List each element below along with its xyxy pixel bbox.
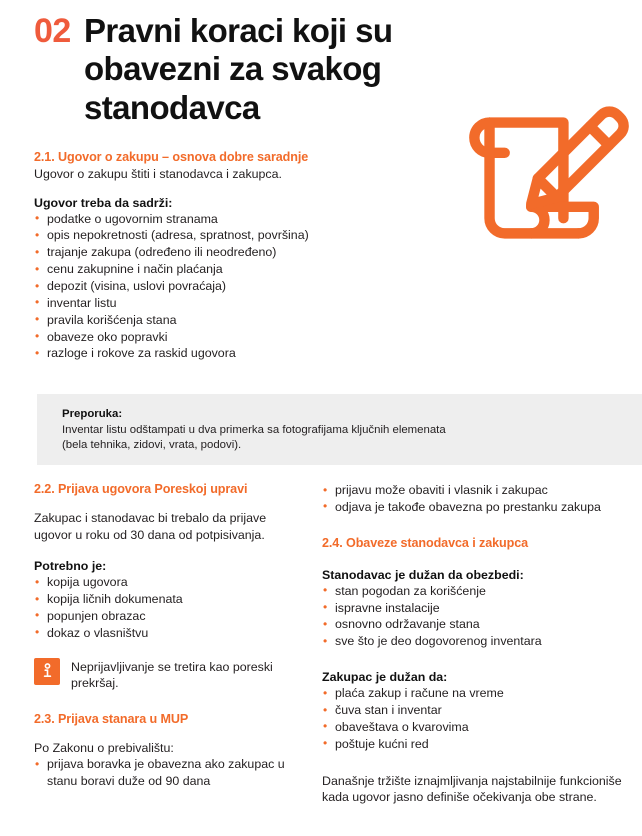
callout-title: Preporuka:: [62, 408, 123, 420]
page-title: Pravni koraci koji su obavezni za svakog stanodavca: [84, 12, 393, 126]
list-item: • sve što je deo dogovorenog inventara: [322, 633, 624, 650]
list-item: • kopija ličnih dokumenata: [34, 591, 300, 608]
spacer: [34, 692, 300, 712]
section-2-1-subhead: Ugovor treba da sadrži:: [34, 195, 173, 210]
list-item: • ispravne instalacije: [322, 600, 624, 617]
list-item: • depozit (visina, uslovi povraćaja): [34, 278, 608, 295]
callout-line-2: (bela tehnika, zidovi, vrata, podovi).: [62, 438, 242, 451]
list-item: • osnovno održavanje stana: [322, 616, 624, 633]
two-column-body: [0, 482, 642, 806]
list-item: • plaća zakup i račune na vreme: [322, 685, 624, 702]
list-item: • obaveze oko popravki: [34, 329, 608, 346]
list-item: • dokaz o vlasništvu: [34, 625, 300, 642]
section-2-4-landlord-list: [322, 583, 624, 650]
section-2-4-tenant-list: [322, 685, 624, 752]
list-item: • trajanje zakupa (određeno ili neodređeno): [34, 244, 608, 261]
right-column: [312, 482, 642, 806]
list-item: • popunjen obrazac: [34, 608, 300, 625]
section-2-2-heading: 2.2. Prijava ugovora Poreskoj upravi: [34, 482, 248, 496]
list-item: • čuva stan i inventar: [322, 702, 624, 719]
section-2-4-landlord-subhead: Stanodavac je dužan da obezbedi:: [322, 567, 524, 582]
section-2-1-list: [34, 211, 608, 363]
section-2-4-closing: Današnje tržište iznajmljivanja najstabilnije funkcioniše kada ugovor jasno definiše očekivanja obe strane.: [322, 773, 622, 805]
section-2-3-heading: 2.3. Prijava stanara u MUP: [34, 711, 189, 726]
section-2-3-list: [34, 756, 300, 790]
list-item: • inventar listu: [34, 295, 608, 312]
tax-penalty-note: [34, 658, 300, 692]
recommendation-callout: [37, 394, 642, 465]
list-item: • prijavu može obaviti i vlasnik i zakupac: [322, 482, 624, 499]
list-item: • opis nepokretnosti (adresa, spratnost, površina): [34, 227, 608, 244]
section-number: 02: [34, 12, 71, 50]
section-2-1-heading: 2.1. Ugovor o zakupu – osnova dobre saradnje: [34, 150, 309, 164]
spacer: [322, 516, 624, 536]
section-2-3-lead: Po Zakonu o prebivalištu:: [34, 740, 174, 755]
left-column: [0, 482, 312, 806]
list-item: • razloge i rokove za raskid ugovora: [34, 345, 608, 362]
list-item: • cenu zakupnine i način plaćanja: [34, 261, 608, 278]
info-icon: [34, 658, 60, 685]
note-text: Neprijavljivanje se tretira kao poreski prekršaj.: [71, 659, 273, 691]
list-item: • kopija ugovora: [34, 574, 300, 591]
list-item: • obaveštava o kvarovima: [322, 719, 624, 736]
section-2-2-list: [34, 574, 300, 641]
list-item: • pravila korišćenja stana: [34, 312, 608, 329]
spacer: [34, 642, 300, 658]
section-2-2-subhead: Potrebno je:: [34, 559, 107, 574]
spacer: [34, 498, 300, 510]
section-2-4-heading: 2.4. Obaveze stanodavca i zakupca: [322, 535, 528, 550]
spacer: [34, 543, 300, 559]
list-item: • stan pogodan za korišćenje: [322, 583, 624, 600]
spacer: [322, 753, 624, 773]
section-2-1-lead: Ugovor o zakupu štiti i stanodavca i zakupca.: [34, 167, 282, 181]
callout-line-1: Inventar listu odštampati u dva primerka sa fotografijama ključnih elemenata: [62, 423, 446, 436]
spacer: [322, 650, 624, 670]
section-2-2-paragraph: Zakupac i stanodavac bi trebalo da prijave ugovor u roku od 30 dana od potpisivanja.: [34, 511, 267, 542]
section-2-4-tenant-subhead: Zakupac je dužan da:: [322, 670, 448, 685]
list-item: • poštuje kućni red: [322, 736, 624, 753]
spacer: [34, 728, 300, 740]
right-column-continued-list: [322, 482, 624, 516]
list-item: • prijava boravka je obavezna ako zakupac u stanu boravi duže od 90 dana: [34, 756, 300, 790]
list-item: • odjava je takođe obavezna po prestanku zakupa: [322, 499, 624, 516]
list-item: • podatke o ugovornim stranama: [34, 211, 608, 228]
spacer: [322, 552, 624, 568]
